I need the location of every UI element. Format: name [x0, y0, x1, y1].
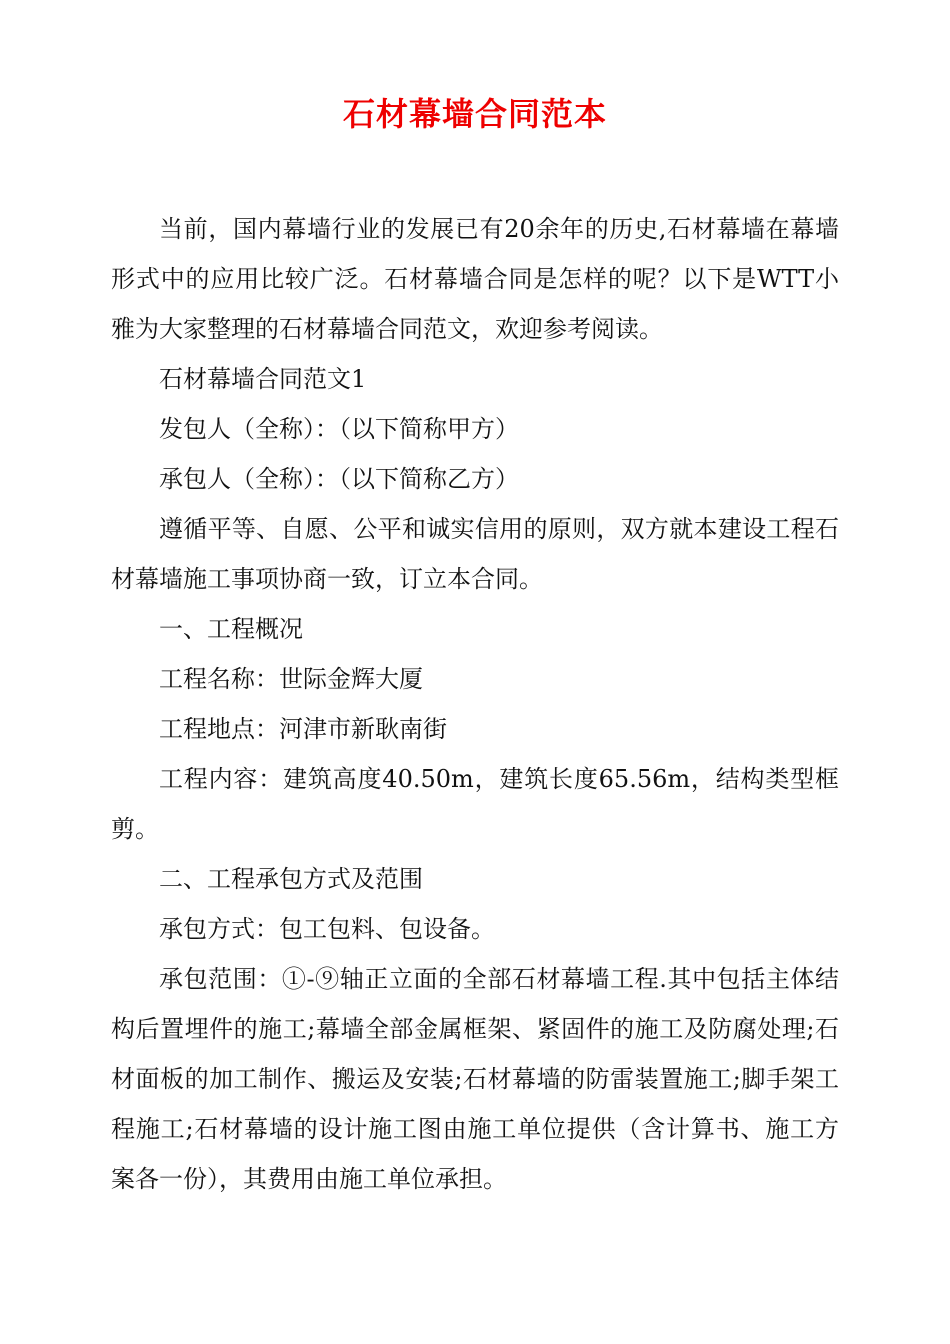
contract-method-line: 承包方式：包工包料、包设备。 [159, 915, 495, 943]
section-heading-scope: 二、工程承包方式及范围 [159, 865, 423, 893]
document-title: 石材幕墙合同范本 [342, 95, 607, 133]
project-content-paragraph: 工程内容：建筑高度40.50m，建筑长度65.56m，结构类型框剪。 [111, 765, 839, 843]
sample-heading: 石材幕墙合同范文1 [159, 365, 367, 393]
employer-line: 发包人（全称）：（以下简称甲方） [159, 415, 519, 443]
document-body [111, 204, 839, 1204]
principle-paragraph: 遵循平等、自愿、公平和诚实信用的原则，双方就本建设工程石材幕墙施工事项协商一致，订立本合同。 [111, 515, 839, 593]
section-heading-overview: 一、工程概况 [159, 615, 303, 643]
project-location-line: 工程地点：河津市新耿南街 [159, 715, 447, 743]
contractor-line: 承包人（全称）：（以下简称乙方） [159, 465, 519, 493]
contract-scope-paragraph: 承包范围：①-⑨轴正立面的全部石材幕墙工程.其中包括主体结构后置埋件的施工;幕墙全部金属框架、紧固件的施工及防腐处理;石材面板的加工制作、搬运及安装;石材幕墙的防雷装置施工;脚手架工程施工;石材幕墙的设计施工图由施工单位提供（含计算书、施工方案各一份），其费用由施工单位承担。 [111, 965, 839, 1193]
intro-paragraph: 当前，国内幕墙行业的发展已有20余年的历史,石材幕墙在幕墙形式中的应用比较广泛。石材幕墙合同是怎样的呢？以下是WTT小雅为大家整理的石材幕墙合同范文，欢迎参考阅读。 [111, 215, 839, 343]
project-name-line: 工程名称：世际金辉大厦 [159, 665, 423, 693]
